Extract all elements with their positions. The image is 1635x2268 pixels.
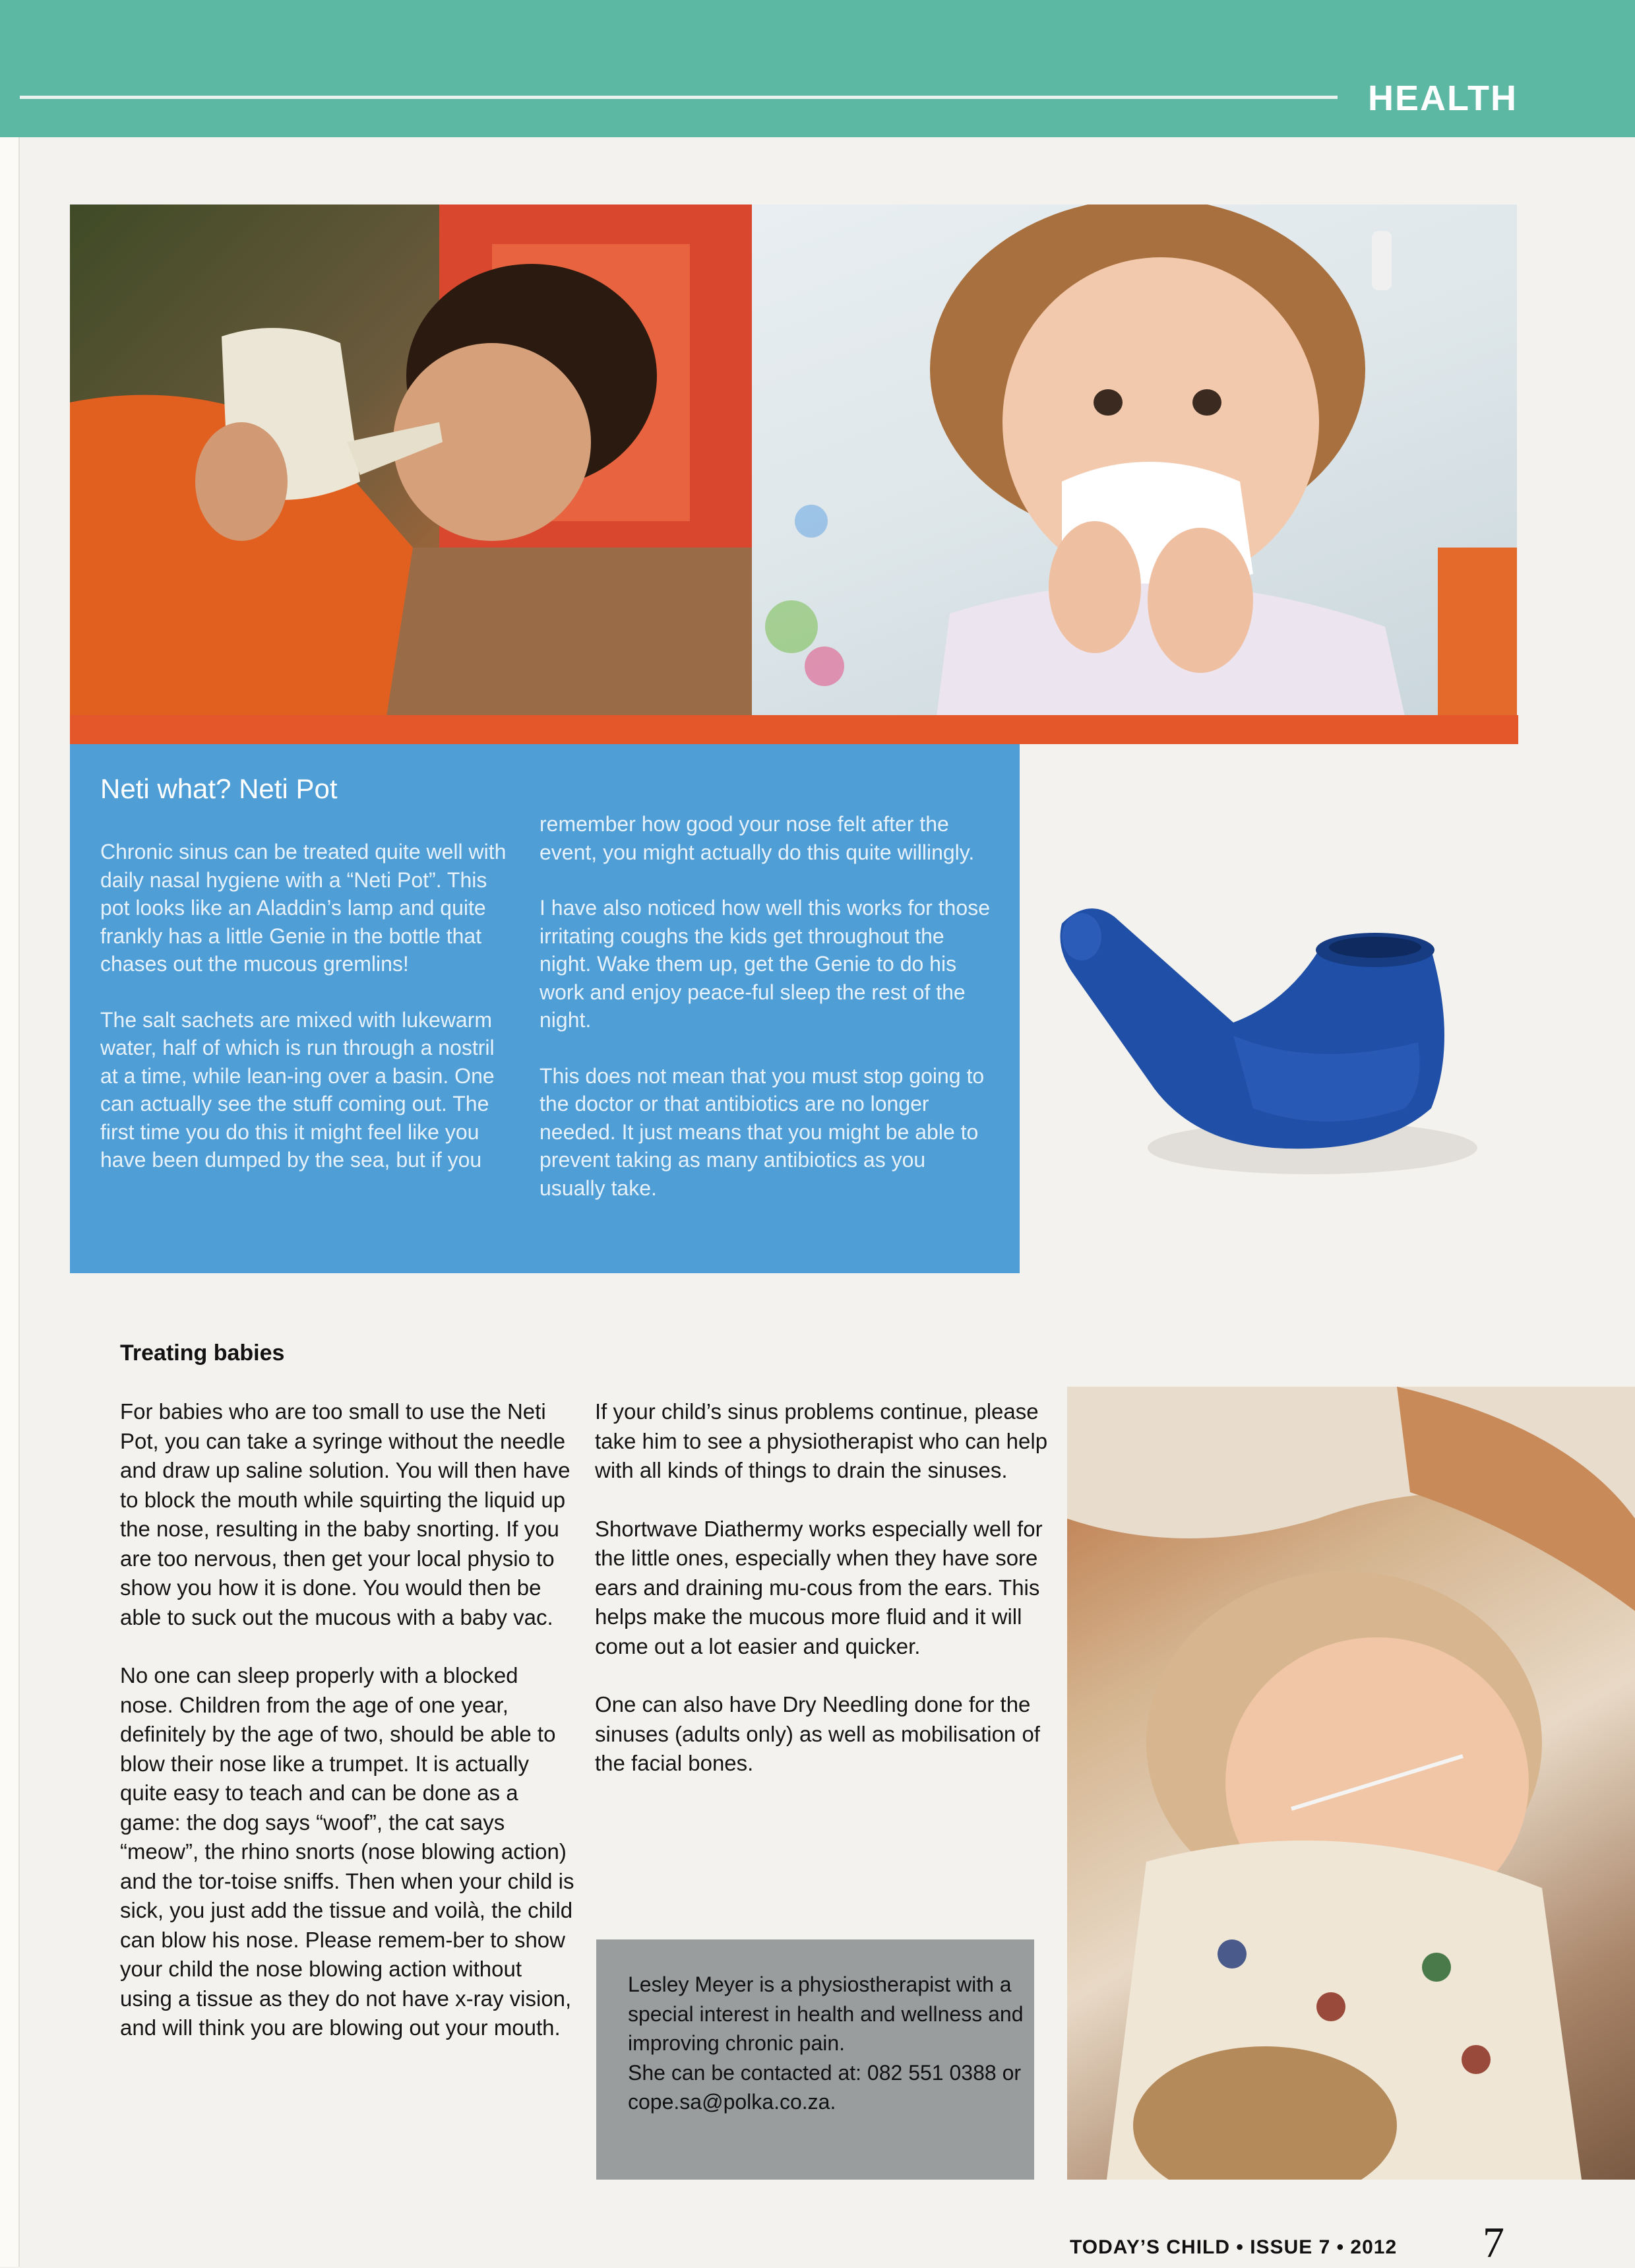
neti-box-title: Neti what? Neti Pot	[100, 773, 338, 804]
neti-paragraph: remember how good your nose felt after the event, you might actually do this quite willingly.	[540, 812, 975, 864]
article-paragraph: One can also have Dry Needling done for the sinuses (adults only) as well as mobilisation of the facial bones.	[595, 1692, 1040, 1775]
neti-paragraph: This does not mean that you must stop going to the doctor or that antibiotics are no longer needed. It just means that you might be able to prevent taking as many antibiotics as you usually take.	[540, 1063, 985, 1200]
article-column-2	[595, 1397, 1057, 1808]
neti-pot-photo	[1035, 871, 1510, 1214]
girl-tissue-photo	[752, 205, 1517, 716]
author-bio-text	[628, 1970, 1024, 2117]
section-label: HEALTH	[1368, 79, 1518, 118]
article-paragraph: If your child’s sinus problems continue, please take him to see a physiotherapist who can help with all kinds of things to drain the sinuses.	[595, 1399, 1048, 1482]
neti-paragraph: I have also noticed how well this works for those irritating coughs the kids get throughout the night. Wake them up, get the Genie to do his work and enjoy peace-ful sleep the rest of the night.	[540, 896, 990, 1032]
neti-paragraph: Chronic sinus can be treated quite well with daily nasal hygiene with a “Neti Pot”. This pot looks like an Aladdin’s lamp and quite frankly has a little Genie in the bottle that chases out the mucous gremlins!	[100, 840, 507, 976]
boy-neti-pot-photo	[70, 205, 752, 716]
girl-photo-illustration	[752, 205, 1517, 716]
orange-divider-bar	[70, 715, 1518, 744]
child-photo-illustration	[1067, 1387, 1635, 2180]
section-heading: Treating babies	[120, 1340, 285, 1366]
torn-page-edge	[0, 137, 20, 2267]
neti-box-column-2	[540, 810, 995, 1230]
boy-photo-illustration	[70, 205, 752, 716]
neti-paragraph: The salt sachets are mixed with lukewarm water, half of which is run through a nostril at a time, while lean-ing over a basin. One can actually see the stuff coming out. The first time you do this it might feel like you have been dumped by the sea, but if you	[100, 1007, 495, 1172]
article-paragraph: For babies who are too small to use the Neti Pot, you can take a syringe without the needle and draw up saline solution. You will then have to block the mouth while squirting the liquid up the nose, resulting in the baby snorting. If you are too nervous, then get your local physio to show you how it is done. You would then be able to suck out the mucous with a baby vac.	[120, 1399, 571, 1629]
neti-box-column-1	[100, 838, 509, 1202]
page-number: 7	[1483, 2219, 1504, 2267]
sick-child-photo	[1067, 1387, 1635, 2180]
article-column-1	[120, 1397, 575, 2072]
author-contact: She can be contacted at: 082 551 0388 or cope.sa@polka.co.za.	[628, 2060, 1022, 2114]
author-bio: Lesley Meyer is a physiostherapist with a special interest in health and wellness and improving chronic pain.	[628, 1972, 1024, 2055]
header-rule	[20, 96, 1338, 99]
footer-issue-line: TODAY’S CHILD • ISSUE 7 • 2012	[1070, 2236, 1398, 2258]
article-paragraph: No one can sleep properly with a blocked nose. Children from the age of one year, definitely by the age of two, should be able to blow their nose like a trumpet. It is actually quite easy to teach and can be done as a game: the dog says “woof”, the cat says “meow”, the rhino snorts (nose blowing action) and the tor-toise sniffs. Then when your child is sick, you just add the tissue and voilà, the child can blow his nose. Please remem-ber to show your child the nose blowing action without using a tissue as they do not have x-ray vision, and will think you are blowing out your mouth.	[120, 1663, 574, 2040]
article-paragraph: Shortwave Diathermy works especially well for the little ones, especially when they have sore ears and draining mu-cous from the ears. This helps make the mucous more fluid and it will come out a lot easier and quicker.	[595, 1516, 1043, 1658]
neti-pot-illustration	[1035, 871, 1510, 1214]
